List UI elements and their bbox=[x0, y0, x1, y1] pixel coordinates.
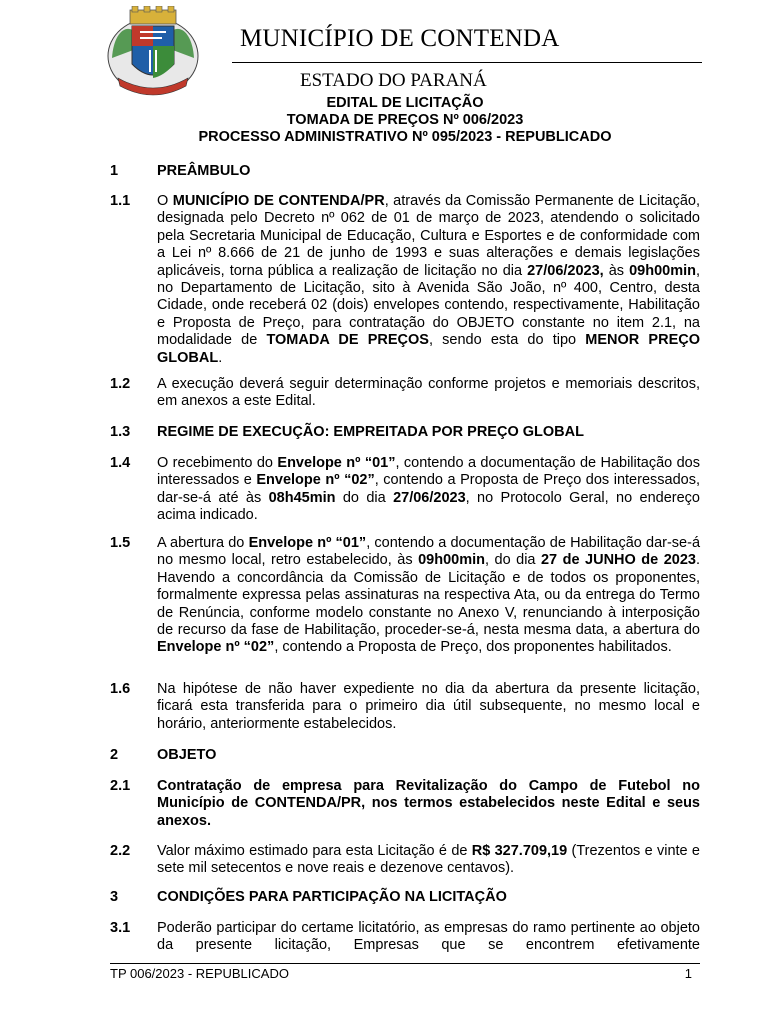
clause-1-4 bbox=[110, 455, 700, 525]
section-title: CONDIÇÕES PARA PARTICIPAÇÃO NA LICITAÇÃO bbox=[157, 889, 507, 905]
tomada-title: TOMADA DE PREÇOS Nº 006/2023 bbox=[286, 112, 524, 128]
footer-doc-id: TP 006/2023 - REPUBLICADO bbox=[110, 966, 289, 981]
clause-1-1 bbox=[110, 193, 700, 367]
section-number: 1 bbox=[110, 163, 119, 179]
clause-title: REGIME DE EXECUÇÃO: EMPREITADA POR PREÇO GLOBAL bbox=[157, 424, 584, 440]
clause-text: Valor máximo estimado para esta Licitação é de R$ 327.709,19 (Trezentos e vinte e sete mil setecentos e nove reais e dezenove centavos). bbox=[157, 843, 700, 877]
processo-title: PROCESSO ADMINISTRATIVO Nº 095/2023 - REPUBLICADO bbox=[198, 129, 612, 145]
clause-2-2 bbox=[110, 843, 700, 878]
clause-number: 1.1 bbox=[110, 193, 131, 209]
page-number: 1 bbox=[684, 966, 692, 981]
clause-text: A abertura do Envelope nº “01”, contendo a documentação de Habilitação dar-se-á no mesmo local, retro estabelecido, às 09h00min, do dia 27 de JUNHO de 2023. Havendo a concordância da Comissão de Licitação e de todos os proponentes, formalmente expressa pelas assinaturas na respectiva Ata, ou da entrega do Termo de Renúncia, conforme modelo constante no Anexo V, renunciando à interposição de recurso da fase de Habilitação, proceder-se-á, nesta mesma data, a abertura do Envelope nº “02”, contendo a Proposta de Preço, dos proponentes habilitados. bbox=[157, 535, 701, 656]
clause-text: Poderão participar do certame licitatório, as empresas do ramo pertinente ao objeto da presente licitação, Empresas que se encontrem efetivamente bbox=[157, 920, 700, 954]
clause-text: Na hipótese de não haver expediente no dia da abertura da presente licitação, ficará esta transferida para o primeiro dia útil subsequente, no mesmo local e horário, anteriormente estabelecidos. bbox=[157, 681, 700, 732]
section-2-heading bbox=[110, 747, 700, 764]
section-3-heading bbox=[110, 889, 700, 906]
clause-number: 1.2 bbox=[110, 376, 131, 392]
clause-1-6 bbox=[110, 681, 700, 733]
clause-text: A execução deverá seguir determinação conforme projetos e memoriais descritos, em anexos a este Edital. bbox=[157, 376, 700, 410]
section-number: 3 bbox=[110, 889, 119, 905]
clause-text: O recebimento do Envelope nº “01”, contendo a documentação de Habilitação dos interessados e Envelope nº “02”, contendo a Proposta de Preço dos interessados, dar-se-á até às 08h45min do dia 27/06/2023, no Protocolo Geral, no endereço acima indicado. bbox=[157, 455, 700, 524]
edital-title: EDITAL DE LICITAÇÃO bbox=[326, 95, 484, 111]
clause-1-3 bbox=[110, 424, 700, 441]
footer-divider bbox=[110, 963, 700, 964]
clause-number: 1.3 bbox=[110, 424, 131, 440]
clause-1-2 bbox=[110, 376, 700, 411]
clause-text: O MUNICÍPIO DE CONTENDA/PR, através da Comissão Permanente de Licitação, designada pelo Decreto nº 062 de 01 de março de 2023, atendendo o solicitado pela Secretaria Municipal de Educação, Cultura e Esportes e de conformidade com a Lei nº 8.666 de 21 de junho de 1993 e suas alterações e demais legislações aplicáveis, torna pública a realização de licitação no dia 27/06/2023, às 09h00min, no Departamento de Licitação, sito à Avenida São João, nº 400, Centro, desta Cidade, onde receberá 02 (dois) envelopes contendo, respectivamente, Habilitação e Proposta de Preço, para contratação do OBJETO constante no item 2.1, na modalidade de TOMADA DE PREÇOS, sendo esta do tipo MENOR PREÇO GLOBAL. bbox=[157, 193, 701, 366]
section-1-heading bbox=[110, 163, 700, 180]
clause-number: 1.6 bbox=[110, 681, 131, 697]
edital-heading bbox=[110, 95, 700, 146]
header-divider bbox=[232, 62, 702, 63]
municipal-crest-icon bbox=[104, 6, 202, 96]
clause-2-1 bbox=[110, 778, 700, 830]
clause-3-1 bbox=[110, 920, 700, 955]
clause-number: 1.5 bbox=[110, 535, 131, 551]
section-title: OBJETO bbox=[157, 747, 217, 763]
clause-text: Contratação de empresa para Revitalização do Campo de Futebol no Município de CONTENDA/PR, nos termos estabelecidos neste Edital e seus anexos. bbox=[157, 778, 700, 829]
clause-1-5 bbox=[110, 535, 700, 657]
section-number: 2 bbox=[110, 747, 119, 763]
clause-number: 3.1 bbox=[110, 920, 131, 936]
section-title: PREÂMBULO bbox=[157, 163, 251, 179]
municipality-title: MUNICÍPIO DE CONTENDA bbox=[240, 25, 560, 52]
clause-number: 2.2 bbox=[110, 843, 131, 859]
state-title: ESTADO DO PARANÁ bbox=[300, 70, 487, 91]
clause-number: 2.1 bbox=[110, 778, 131, 794]
clause-number: 1.4 bbox=[110, 455, 131, 471]
